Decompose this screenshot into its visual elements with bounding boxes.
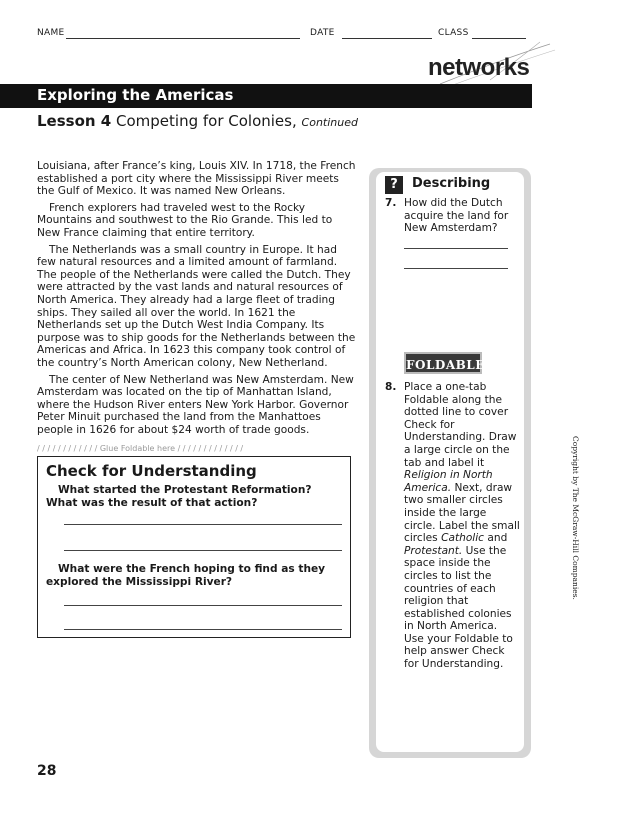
page-number: 28	[37, 763, 57, 779]
question-7-text: How did the Dutch acquire the land for New Amsterdam?	[404, 197, 509, 235]
check-for-understanding-box	[37, 456, 351, 638]
paragraph: The Netherlands was a small country in Europe. It had few natural resources and a limited amount of farmland. The people of the Netherlands were called the Dutch. They were attracted by the vast lands and natural resources of North America. They already had a large fleet of trading ships. They sailed all over the world. In 1621 the Netherlands set up the Dutch West India Company. Its purpose was to ship goods for the Netherlands between the Americas and Africa. In 1623 this company took control of the country’s North American colony, New Netherland.	[37, 243, 356, 369]
name-line	[66, 38, 300, 39]
paragraph: French explorers had traveled west to the Rocky Mountains and southwest to the Rio Grande. This led to New France claiming that entire territory.	[37, 201, 333, 239]
logo-text: networks	[428, 54, 530, 81]
answer-line[interactable]	[64, 524, 342, 525]
answer-line[interactable]	[64, 629, 342, 630]
copyright-text: Copyright by The McGraw-Hill Companies.	[571, 436, 580, 600]
q8-italic: Catholic	[441, 532, 485, 545]
lesson-label: Lesson 4	[37, 112, 112, 130]
q8-text-part: Use the space inside the circles to list the countries of each religion that established colonies in North America. Use your Foldable to help answer Check for Understanding.	[404, 544, 513, 671]
answer-line[interactable]	[404, 248, 508, 249]
q8-text-part: Place a one-tab Foldable along the dotted line to cover Check for Understanding. Draw a large circle on the tab and label it	[404, 381, 517, 469]
describing-heading: Describing	[412, 176, 491, 191]
q8-italic: Religion in North America.	[404, 469, 493, 494]
answer-line[interactable]	[404, 268, 508, 269]
name-label: NAME	[37, 28, 65, 38]
question-8-number: 8.	[385, 381, 397, 393]
question-7-number: 7.	[385, 197, 397, 209]
date-line	[342, 38, 432, 39]
foldables-logo: FOLDABLES	[404, 352, 482, 374]
lesson-heading	[37, 112, 358, 130]
answer-line[interactable]	[64, 605, 342, 606]
question-8-text	[404, 381, 520, 671]
class-label: CLASS	[438, 28, 469, 38]
check-title: Check for Understanding	[46, 462, 257, 480]
check-question-2: What were the French hoping to find as they explored the Mississippi River?	[46, 563, 326, 588]
paragraph: The center of New Netherland was New Amsterdam. New Amsterdam was located on the tip of Manhattan Island, where the Hudson River enters New York Harbor. Governor Peter Minuit purchased the land from the Manhattoes people in 1626 for about $24 worth of trade goods.	[37, 373, 354, 436]
date-label: DATE	[310, 28, 335, 38]
class-line	[472, 38, 526, 39]
q8-text-part: and	[484, 532, 508, 545]
paragraph: Louisiana, after France’s king, Louis XIV. In 1718, the French established a port city where the Mississippi River meets the Gulf of Mexico. It was named New Orleans.	[37, 160, 356, 198]
networks-logo	[428, 54, 538, 84]
answer-line[interactable]	[64, 550, 342, 551]
q8-italic: Protestant.	[404, 544, 463, 557]
glue-foldable-line: / / / / / / / / / / / / Glue Foldable here / / / / / / / / / / / / /	[37, 444, 244, 453]
lesson-continued: Continued	[301, 116, 358, 129]
reading-passage	[37, 160, 357, 440]
q8-text-part: Next, draw two smaller circles inside the large circle. Label the small circles	[404, 481, 520, 545]
question-mark-icon: ?	[385, 176, 403, 194]
copyright-notice	[568, 436, 582, 600]
check-question-1: What started the Protestant Reformation? What was the result of that action?	[46, 484, 312, 509]
unit-title: Exploring the Americas	[37, 86, 234, 104]
lesson-title: Competing for Colonies,	[116, 112, 297, 130]
